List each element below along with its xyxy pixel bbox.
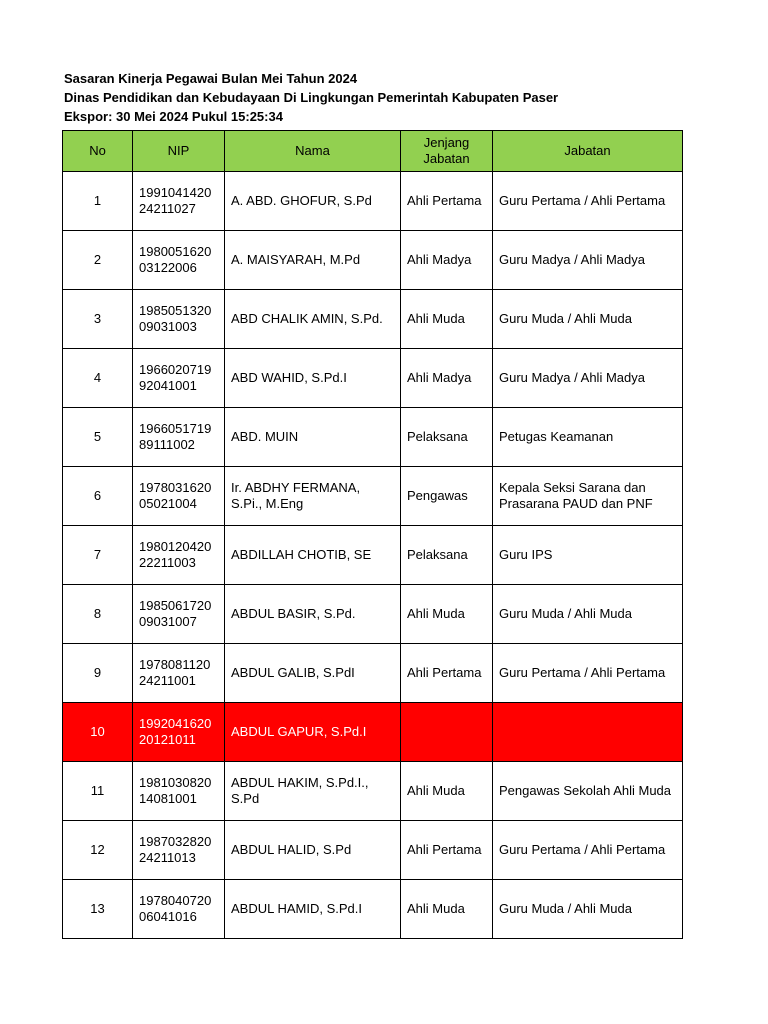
cell-no: 11 (63, 762, 133, 821)
report-subtitle: Dinas Pendidikan dan Kebudayaan Di Lingkungan Pemerintah Kabupaten Paser (64, 90, 559, 105)
report-title: Sasaran Kinerja Pegawai Bulan Mei Tahun 2024 (64, 71, 358, 86)
cell-jabatan: Pengawas Sekolah Ahli Muda (493, 762, 683, 821)
nip-part: 24211027 (139, 201, 196, 216)
cell-no: 9 (63, 644, 133, 703)
cell-no: 7 (63, 526, 133, 585)
table-row (63, 880, 683, 939)
nip-part: 24211013 (139, 850, 196, 865)
cell-jabatan: Guru Muda / Ahli Muda (493, 585, 683, 644)
column-header-jenjang-jabatan: Jenjang Jabatan (401, 131, 493, 172)
cell-nama: A. ABD. GHOFUR, S.Pd (225, 172, 401, 231)
cell-nip (133, 231, 225, 290)
cell-no: 13 (63, 880, 133, 939)
nip-part: 1985061720 (139, 598, 212, 613)
cell-nip (133, 821, 225, 880)
cell-jabatan: Kepala Seksi Sarana dan Prasarana PAUD dan PNF (493, 467, 683, 526)
cell-nip (133, 290, 225, 349)
cell-nama: ABDUL HAKIM, S.Pd.I., S.Pd (225, 762, 401, 821)
column-header-nama: Nama (225, 131, 401, 172)
cell-jabatan: Guru Madya / Ahli Madya (493, 349, 683, 408)
table-row-highlighted (63, 703, 683, 762)
cell-nip (133, 349, 225, 408)
cell-jabatan: Guru IPS (493, 526, 683, 585)
cell-nama: ABDILLAH CHOTIB, SE (225, 526, 401, 585)
cell-jabatan: Guru Muda / Ahli Muda (493, 880, 683, 939)
cell-no: 1 (63, 172, 133, 231)
nip-part: 1978081120 (139, 657, 211, 672)
cell-nama: ABD CHALIK AMIN, S.Pd. (225, 290, 401, 349)
nip-part: 1980120420 (139, 539, 212, 554)
cell-nip (133, 467, 225, 526)
cell-jenjang: Ahli Pertama (401, 644, 493, 703)
table-row (63, 585, 683, 644)
cell-jenjang (401, 703, 493, 762)
cell-jenjang: Ahli Muda (401, 585, 493, 644)
cell-jabatan (493, 703, 683, 762)
cell-nama: Ir. ABDHY FERMANA, S.Pi., M.Eng (225, 467, 401, 526)
cell-jenjang: Ahli Madya (401, 231, 493, 290)
cell-jenjang: Ahli Pertama (401, 821, 493, 880)
cell-jabatan: Guru Pertama / Ahli Pertama (493, 644, 683, 703)
table-row (63, 821, 683, 880)
column-header-jabatan: Jabatan (493, 131, 683, 172)
table-row (63, 172, 683, 231)
table-row (63, 526, 683, 585)
nip-part: 06041016 (139, 909, 197, 924)
table-row (63, 762, 683, 821)
nip-part: 09031003 (139, 319, 197, 334)
nip-part: 1991041420 (139, 185, 212, 200)
cell-nama: ABDUL HAMID, S.Pd.I (225, 880, 401, 939)
nip-part: 1978031620 (139, 480, 212, 495)
cell-jenjang: Pelaksana (401, 408, 493, 467)
cell-nip (133, 880, 225, 939)
employee-table (62, 130, 683, 939)
cell-nama: ABD. MUIN (225, 408, 401, 467)
nip-part: 24211001 (139, 673, 196, 688)
cell-nip (133, 585, 225, 644)
column-header-nip: NIP (133, 131, 225, 172)
cell-jenjang: Ahli Pertama (401, 172, 493, 231)
cell-nama: ABDUL GALIB, S.PdI (225, 644, 401, 703)
nip-part: 1980051620 (139, 244, 212, 259)
table-row (63, 349, 683, 408)
export-info: Ekspor: 30 Mei 2024 Pukul 15:25:34 (64, 109, 283, 124)
cell-nama: ABD WAHID, S.Pd.I (225, 349, 401, 408)
cell-nip (133, 526, 225, 585)
nip-part: 1992041620 (139, 716, 212, 731)
cell-jabatan: Guru Pertama / Ahli Pertama (493, 821, 683, 880)
nip-part: 20121011 (139, 732, 196, 747)
nip-part: 1978040720 (139, 893, 212, 908)
cell-jabatan: Petugas Keamanan (493, 408, 683, 467)
nip-part: 05021004 (139, 496, 197, 511)
cell-jabatan: Guru Madya / Ahli Madya (493, 231, 683, 290)
cell-jenjang: Pengawas (401, 467, 493, 526)
cell-nama: ABDUL BASIR, S.Pd. (225, 585, 401, 644)
cell-nama: ABDUL HALID, S.Pd (225, 821, 401, 880)
nip-part: 09031007 (139, 614, 197, 629)
column-header-no: No (63, 131, 133, 172)
cell-nip (133, 644, 225, 703)
cell-jabatan: Guru Muda / Ahli Muda (493, 290, 683, 349)
table-row (63, 231, 683, 290)
nip-part: 1966051719 (139, 421, 212, 436)
table-row (63, 290, 683, 349)
cell-nip (133, 172, 225, 231)
cell-no: 4 (63, 349, 133, 408)
nip-part: 1987032820 (139, 834, 212, 849)
cell-no: 2 (63, 231, 133, 290)
cell-no: 10 (63, 703, 133, 762)
cell-nama: A. MAISYARAH, M.Pd (225, 231, 401, 290)
nip-part: 89111002 (139, 437, 195, 452)
cell-no: 5 (63, 408, 133, 467)
nip-part: 22211003 (139, 555, 196, 570)
cell-jenjang: Ahli Muda (401, 762, 493, 821)
table-row (63, 467, 683, 526)
nip-part: 14081001 (139, 791, 197, 806)
nip-part: 1981030820 (139, 775, 212, 790)
cell-no: 8 (63, 585, 133, 644)
cell-jabatan: Guru Pertama / Ahli Pertama (493, 172, 683, 231)
cell-jenjang: Ahli Muda (401, 290, 493, 349)
cell-nip (133, 408, 225, 467)
table-header-row (63, 131, 683, 172)
table-row (63, 408, 683, 467)
cell-jenjang: Pelaksana (401, 526, 493, 585)
cell-no: 3 (63, 290, 133, 349)
cell-nama: ABDUL GAPUR, S.Pd.I (225, 703, 401, 762)
cell-no: 12 (63, 821, 133, 880)
table-row (63, 644, 683, 703)
cell-jenjang: Ahli Muda (401, 880, 493, 939)
report-header (64, 69, 558, 126)
cell-jenjang: Ahli Madya (401, 349, 493, 408)
nip-part: 1966020719 (139, 362, 212, 377)
nip-part: 92041001 (139, 378, 197, 393)
cell-nip (133, 762, 225, 821)
cell-no: 6 (63, 467, 133, 526)
cell-nip (133, 703, 225, 762)
nip-part: 03122006 (139, 260, 197, 275)
nip-part: 1985051320 (139, 303, 212, 318)
